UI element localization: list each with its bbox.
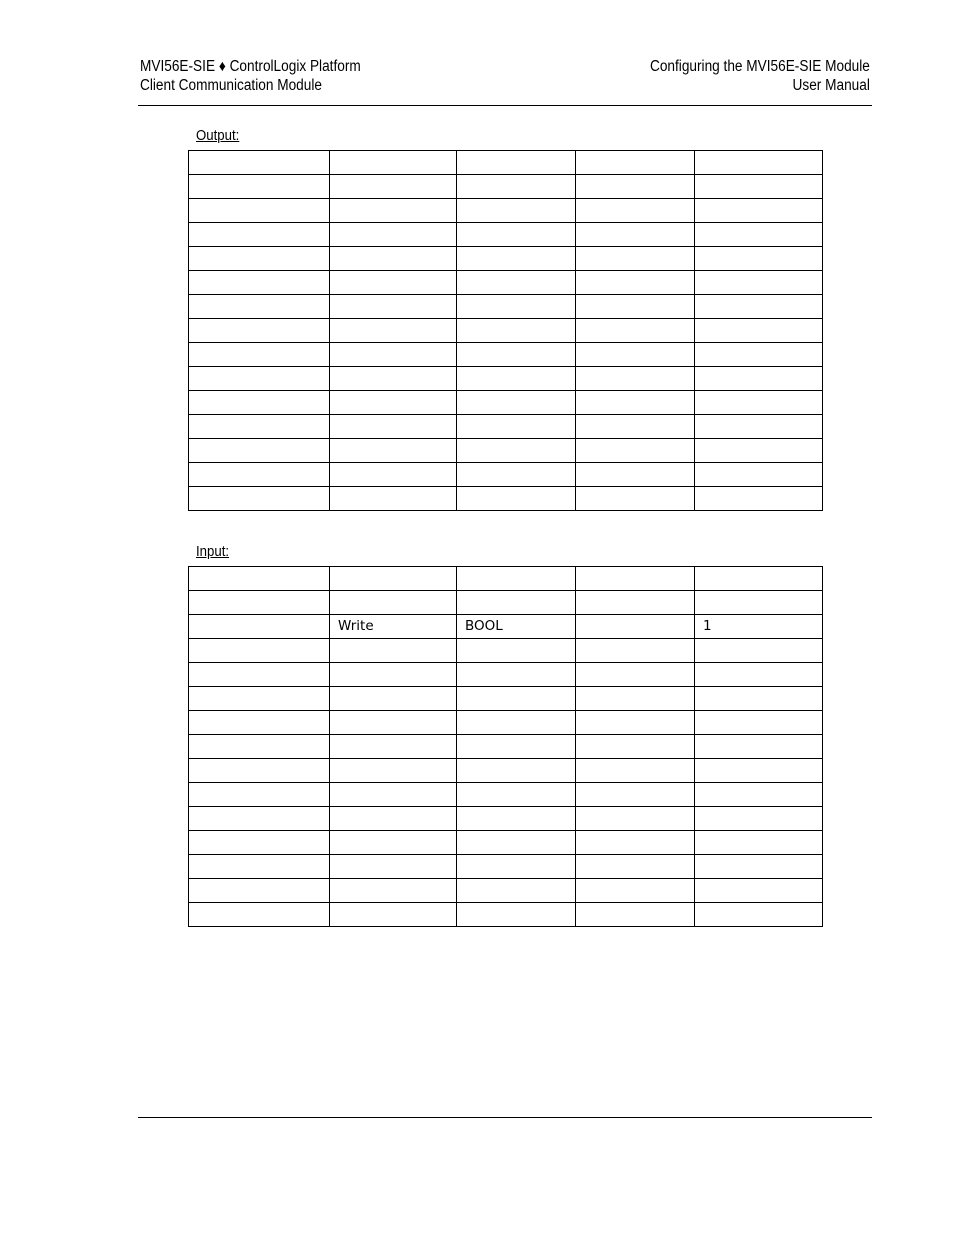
- table-cell: [457, 759, 576, 783]
- table-cell: [189, 295, 330, 319]
- table-row: [189, 855, 823, 879]
- table-cell: [695, 831, 823, 855]
- table-cell: [576, 855, 695, 879]
- table-row: [189, 415, 823, 439]
- table-cell: [576, 879, 695, 903]
- table-cell: [576, 759, 695, 783]
- table-cell: [189, 487, 330, 511]
- table-cell: [576, 783, 695, 807]
- table-cell: [330, 199, 457, 223]
- table-row: [189, 319, 823, 343]
- header-divider: [138, 105, 872, 106]
- table-cell: [576, 663, 695, 687]
- table-cell: [330, 807, 457, 831]
- table-cell: [457, 295, 576, 319]
- table-cell: [457, 567, 576, 591]
- table-cell: [330, 903, 457, 927]
- table-cell: [330, 439, 457, 463]
- table-cell: [189, 639, 330, 663]
- table-cell: [457, 639, 576, 663]
- table-cell: [189, 367, 330, 391]
- table-row: [189, 879, 823, 903]
- table-cell: [695, 343, 823, 367]
- table-cell: [576, 415, 695, 439]
- table-cell: [457, 151, 576, 175]
- table-cell: [189, 247, 330, 271]
- table-cell: [576, 807, 695, 831]
- table-cell: [189, 783, 330, 807]
- table-cell: [576, 735, 695, 759]
- table-cell: [576, 295, 695, 319]
- table-cell: [457, 903, 576, 927]
- table-cell: [695, 175, 823, 199]
- table-cell: BOOL: [457, 615, 576, 639]
- table-cell: [457, 463, 576, 487]
- footer-divider: [138, 1117, 872, 1118]
- header-document-type: User Manual: [792, 77, 870, 94]
- table-cell: [189, 711, 330, 735]
- table-cell: [695, 591, 823, 615]
- table-cell: [457, 487, 576, 511]
- table-cell: [189, 831, 330, 855]
- table-row: [189, 591, 823, 615]
- table-cell: [330, 831, 457, 855]
- table-cell: [576, 439, 695, 463]
- table-cell: [576, 343, 695, 367]
- table-cell: [189, 271, 330, 295]
- table-cell: [330, 175, 457, 199]
- table-row: [189, 391, 823, 415]
- table-cell: [330, 343, 457, 367]
- table-cell: [457, 439, 576, 463]
- table-cell: [576, 711, 695, 735]
- table-row: [189, 663, 823, 687]
- table-cell: [189, 151, 330, 175]
- table-cell: [189, 879, 330, 903]
- table-cell: [695, 247, 823, 271]
- table-cell: [695, 807, 823, 831]
- table-cell: [695, 711, 823, 735]
- table-cell: [457, 319, 576, 343]
- table-cell: [457, 735, 576, 759]
- table-row: [189, 487, 823, 511]
- table-cell: [576, 175, 695, 199]
- table-cell: [330, 855, 457, 879]
- table-cell: [189, 223, 330, 247]
- table-cell: [695, 903, 823, 927]
- table-cell: [576, 639, 695, 663]
- table-cell: [695, 687, 823, 711]
- table-cell: [330, 487, 457, 511]
- table-cell: [695, 879, 823, 903]
- table-cell: [576, 615, 695, 639]
- table-cell: [695, 295, 823, 319]
- table-cell: [457, 175, 576, 199]
- table-cell: [695, 567, 823, 591]
- table-cell: [457, 783, 576, 807]
- table-row: [189, 759, 823, 783]
- table-cell: [330, 567, 457, 591]
- table-cell: [330, 663, 457, 687]
- table-row: [189, 199, 823, 223]
- table-row: [189, 639, 823, 663]
- table-cell: [695, 151, 823, 175]
- table-row: [189, 175, 823, 199]
- table-cell: [330, 879, 457, 903]
- table-cell: [576, 687, 695, 711]
- table-cell: [189, 855, 330, 879]
- table-cell: [695, 487, 823, 511]
- table-cell: [330, 223, 457, 247]
- table-cell: [189, 463, 330, 487]
- table-row: [189, 687, 823, 711]
- table-cell: [330, 463, 457, 487]
- table-row: [189, 295, 823, 319]
- table-cell: [189, 199, 330, 223]
- table-cell: [330, 759, 457, 783]
- table-cell: [189, 687, 330, 711]
- table-cell: [330, 151, 457, 175]
- table-row: [189, 903, 823, 927]
- table-cell: [576, 391, 695, 415]
- table-cell: [695, 783, 823, 807]
- table-cell: [695, 639, 823, 663]
- table-cell: [695, 391, 823, 415]
- table-cell: [189, 175, 330, 199]
- header-product-title: MVI56E-SIE ♦ ControlLogix Platform: [140, 58, 361, 75]
- table-cell: [330, 735, 457, 759]
- table-cell: [189, 615, 330, 639]
- table-cell: [189, 903, 330, 927]
- table-cell: [330, 391, 457, 415]
- table-cell: [457, 199, 576, 223]
- table-cell: [189, 439, 330, 463]
- table-cell: [330, 711, 457, 735]
- table-cell: [576, 487, 695, 511]
- table-cell: [576, 567, 695, 591]
- table-cell: [457, 415, 576, 439]
- table-row: [189, 463, 823, 487]
- table-cell: [695, 415, 823, 439]
- table-cell: [576, 367, 695, 391]
- table-cell: [189, 415, 330, 439]
- table-cell: [457, 247, 576, 271]
- table-cell: [695, 271, 823, 295]
- table-cell: [189, 343, 330, 367]
- table-cell: [457, 663, 576, 687]
- table-cell: [189, 759, 330, 783]
- table-cell: [695, 759, 823, 783]
- table-cell: [695, 855, 823, 879]
- table-cell: [330, 591, 457, 615]
- table-cell: [695, 463, 823, 487]
- table-cell: [457, 687, 576, 711]
- header-chapter-title: Configuring the MVI56E-SIE Module: [650, 58, 870, 75]
- table-cell: [330, 687, 457, 711]
- table-cell: [457, 879, 576, 903]
- table-cell: [457, 223, 576, 247]
- table-cell: [330, 295, 457, 319]
- table-cell: [457, 711, 576, 735]
- table-cell: [457, 343, 576, 367]
- output-table: [188, 150, 823, 511]
- table-cell: [189, 735, 330, 759]
- input-table: [188, 566, 823, 927]
- table-row: [189, 615, 823, 639]
- table-cell: Write: [330, 615, 457, 639]
- table-cell: [576, 247, 695, 271]
- table-row: [189, 567, 823, 591]
- header-right: [650, 57, 870, 95]
- table-cell: [189, 663, 330, 687]
- table-cell: [457, 391, 576, 415]
- table-cell: [695, 663, 823, 687]
- table-cell: [457, 807, 576, 831]
- table-cell: [695, 199, 823, 223]
- table-row: [189, 439, 823, 463]
- table-cell: [457, 271, 576, 295]
- table-cell: [189, 591, 330, 615]
- table-cell: [576, 903, 695, 927]
- table-cell: [695, 223, 823, 247]
- table-row: [189, 223, 823, 247]
- input-section-label: Input:: [196, 543, 230, 560]
- table-cell: [576, 591, 695, 615]
- table-cell: [189, 567, 330, 591]
- table-cell: [330, 783, 457, 807]
- table-cell: [330, 271, 457, 295]
- table-cell: [457, 591, 576, 615]
- table-cell: [189, 807, 330, 831]
- table-cell: [330, 415, 457, 439]
- table-cell: [457, 367, 576, 391]
- table-cell: [189, 391, 330, 415]
- table-row: [189, 807, 823, 831]
- table-cell: [695, 735, 823, 759]
- table-cell: [576, 463, 695, 487]
- table-cell: [189, 319, 330, 343]
- table-row: [189, 367, 823, 391]
- table-cell: [695, 439, 823, 463]
- table-cell: [576, 151, 695, 175]
- table-row: [189, 735, 823, 759]
- table-row: [189, 711, 823, 735]
- header-left: [140, 57, 361, 95]
- table-cell: [695, 319, 823, 343]
- header-product-subtitle: Client Communication Module: [140, 77, 322, 94]
- table-row: [189, 783, 823, 807]
- table-row: [189, 151, 823, 175]
- table-cell: [330, 367, 457, 391]
- table-cell: [576, 831, 695, 855]
- table-cell: [330, 639, 457, 663]
- table-cell: [330, 247, 457, 271]
- table-cell: [457, 855, 576, 879]
- table-row: [189, 343, 823, 367]
- table-cell: [576, 271, 695, 295]
- table-cell: [695, 367, 823, 391]
- table-cell: 1: [695, 615, 823, 639]
- output-section-label: Output:: [196, 127, 240, 144]
- table-row: [189, 271, 823, 295]
- table-cell: [576, 199, 695, 223]
- table-row: [189, 831, 823, 855]
- table-cell: [576, 319, 695, 343]
- table-cell: [330, 319, 457, 343]
- table-cell: [576, 223, 695, 247]
- table-row: [189, 247, 823, 271]
- table-cell: [457, 831, 576, 855]
